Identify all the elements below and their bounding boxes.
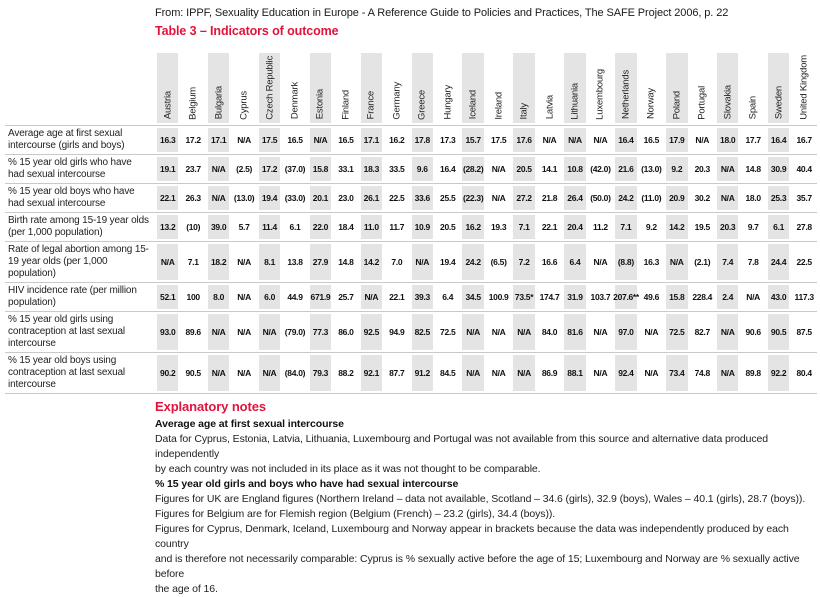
note-text: Data for Cyprus, Estonia, Latvia, Lithuania, Luxembourg and Portugal was not available from this source and alternative data produced independently (155, 432, 768, 460)
table-cell: 14.8 (740, 154, 765, 183)
table-cell: 117.3 (791, 282, 817, 311)
table-row (5, 241, 817, 282)
table-cell: N/A (460, 311, 485, 352)
table-cell: 97.0 (613, 311, 638, 352)
table-row (5, 154, 817, 183)
table-cell: 21.8 (537, 183, 562, 212)
table-row (5, 212, 817, 241)
table-cell: N/A (715, 352, 740, 393)
table-cell: 20.5 (511, 154, 536, 183)
table-cell: 86.9 (537, 352, 562, 393)
table-cell: (11.0) (639, 183, 664, 212)
column-header (562, 51, 587, 125)
table-cell: 18.3 (359, 154, 384, 183)
table-cell: 23.0 (333, 183, 358, 212)
table-cell: 81.6 (562, 311, 587, 352)
column-header-label: Italy (518, 103, 530, 120)
column-header (384, 51, 409, 125)
table-cell: 17.3 (435, 125, 460, 154)
column-header-label: Norway (645, 88, 657, 120)
note-text: the age of 16. (155, 582, 218, 595)
column-header (155, 51, 180, 125)
table-cell: 87.7 (384, 352, 409, 393)
table-cell: N/A (231, 125, 256, 154)
column-header-label: Spain (747, 96, 759, 120)
table-cell: 11.2 (588, 212, 613, 241)
column-header (359, 51, 384, 125)
table-cell: 17.2 (180, 125, 205, 154)
table-cell: 90.5 (180, 352, 205, 393)
table-cell: 92.5 (359, 311, 384, 352)
table-cell: N/A (511, 311, 536, 352)
table-cell: 14.1 (537, 154, 562, 183)
column-header-label: Germany (391, 81, 403, 120)
note-text: Figures for Cyprus, Denmark, Iceland, Luxembourg and Norway appear in brackets because the data was independently produced by each country (155, 522, 789, 550)
table-cell: 34.5 (460, 282, 485, 311)
table-cell: 22.1 (537, 212, 562, 241)
table-cell: 15.7 (460, 125, 485, 154)
table-cell: 5.7 (231, 212, 256, 241)
table-cell: 18.0 (715, 125, 740, 154)
table-cell: 15.8 (664, 282, 689, 311)
table-cell: 25.3 (766, 183, 791, 212)
table-cell: 16.5 (639, 125, 664, 154)
note-subheading: % 15 year old girls and boys who have had sexual intercourse (155, 477, 459, 490)
table-cell: 73.5* (511, 282, 536, 311)
table-cell: 16.3 (155, 125, 180, 154)
table-cell: N/A (715, 154, 740, 183)
table-cell: 94.9 (384, 311, 409, 352)
table-cell: N/A (206, 183, 231, 212)
table-cell: N/A (155, 241, 180, 282)
table-cell: 20.1 (308, 183, 333, 212)
table-cell: 27.8 (791, 212, 817, 241)
table-cell: 88.1 (562, 352, 587, 393)
table-cell: (33.0) (282, 183, 307, 212)
table-cell: N/A (231, 241, 256, 282)
table-cell: N/A (588, 311, 613, 352)
table-cell: 39.0 (206, 212, 231, 241)
table-cell: 90.2 (155, 352, 180, 393)
table-cell: 20.3 (715, 212, 740, 241)
table-cell: (2.1) (690, 241, 715, 282)
table-cell: 80.4 (791, 352, 817, 393)
table-cell: 16.3 (639, 241, 664, 282)
column-header-label: Austria (162, 91, 174, 120)
table-cell: 16.7 (791, 125, 817, 154)
table-cell: N/A (588, 352, 613, 393)
table-cell: 49.6 (639, 282, 664, 311)
table-cell: 92.2 (766, 352, 791, 393)
table-cell: 89.6 (180, 311, 205, 352)
column-header (766, 51, 791, 125)
table-cell: 9.2 (664, 154, 689, 183)
table-cell: 22.5 (791, 241, 817, 282)
column-header-label: Latvia (544, 95, 556, 120)
column-header-label: Lithuania (569, 82, 581, 120)
table-cell: 23.7 (180, 154, 205, 183)
table-cell: 20.5 (435, 212, 460, 241)
table-cell: 17.1 (359, 125, 384, 154)
table-cell: 11.7 (384, 212, 409, 241)
table-cell: 16.4 (435, 154, 460, 183)
column-header-label: Greece (416, 89, 428, 120)
table-cell: N/A (359, 282, 384, 311)
notes-heading: Explanatory notes (155, 398, 266, 414)
table-cell: 13.2 (155, 212, 180, 241)
table-cell: N/A (486, 311, 511, 352)
table-cell: 27.2 (511, 183, 536, 212)
table-cell: (50.0) (588, 183, 613, 212)
table-cell: 73.4 (664, 352, 689, 393)
table-cell: (6.5) (486, 241, 511, 282)
column-header-label: Iceland (467, 90, 479, 120)
table-cell: 26.3 (180, 183, 205, 212)
column-header (435, 51, 460, 125)
table-cell: 35.7 (791, 183, 817, 212)
table-cell: (37.0) (282, 154, 307, 183)
table-cell: 77.3 (308, 311, 333, 352)
table-cell: 22.1 (384, 282, 409, 311)
table-cell: 11.0 (359, 212, 384, 241)
column-header-label: Belgium (187, 86, 199, 120)
table-cell: 19.1 (155, 154, 180, 183)
table-cell: 9.7 (740, 212, 765, 241)
table-cell: 82.7 (690, 311, 715, 352)
table-header (5, 51, 817, 125)
column-header (537, 51, 562, 125)
table-cell: N/A (486, 183, 511, 212)
table-cell: 17.6 (511, 125, 536, 154)
table-cell: N/A (588, 241, 613, 282)
note-text: and is therefore not necessarily comparable: Cyprus is % sexually active before the age of 15; Luxembourg and Norway are % sexually active before (155, 552, 800, 580)
notes-lines (155, 417, 814, 597)
table-cell: N/A (537, 125, 562, 154)
table-cell: (84.0) (282, 352, 307, 393)
table-cell: 7.0 (384, 241, 409, 282)
table-row (5, 125, 817, 154)
table-cell: 52.1 (155, 282, 180, 311)
table-cell: 19.4 (257, 183, 282, 212)
table-cell: 7.2 (511, 241, 536, 282)
table-cell: 31.9 (562, 282, 587, 311)
column-header (460, 51, 485, 125)
column-header-label: Sweden (773, 86, 785, 120)
column-header (511, 51, 536, 125)
row-label: % 15 year old girls using contraception at last sexual intercourse (5, 311, 155, 352)
table-cell: 72.5 (664, 311, 689, 352)
table-cell: 7.1 (511, 212, 536, 241)
column-header (308, 51, 333, 125)
table-body (5, 125, 817, 393)
table-cell: 15.8 (308, 154, 333, 183)
table-cell: 22.1 (155, 183, 180, 212)
table-cell: 72.5 (435, 311, 460, 352)
table-cell: N/A (690, 125, 715, 154)
table-cell: 40.4 (791, 154, 817, 183)
table-cell: 17.8 (410, 125, 435, 154)
column-header-label: Luxembourg (594, 68, 606, 120)
table-cell: 9.2 (639, 212, 664, 241)
note-text: Figures for Belgium are for Flemish region (Belgium (French) – 23.2 (girls), 34.4 (boys)). (155, 507, 556, 520)
table-cell: N/A (206, 352, 231, 393)
column-header (486, 51, 511, 125)
table-cell: 39.3 (410, 282, 435, 311)
table-cell: 16.5 (282, 125, 307, 154)
column-header-label: Czech Republic (264, 55, 276, 120)
column-header (740, 51, 765, 125)
column-header-label: Estonia (314, 89, 326, 120)
table-cell: 22.5 (384, 183, 409, 212)
column-header-label: Bulgaria (213, 86, 225, 120)
table-cell: 19.3 (486, 212, 511, 241)
column-header (588, 51, 613, 125)
table-cell: N/A (206, 154, 231, 183)
page (0, 7, 820, 597)
table-cell: 84.5 (435, 352, 460, 393)
table-cell: 86.0 (333, 311, 358, 352)
table-cell: 87.5 (791, 311, 817, 352)
table-cell: 6.4 (435, 282, 460, 311)
table-cell: N/A (664, 241, 689, 282)
table-cell: 22.0 (308, 212, 333, 241)
table-cell: 17.2 (257, 154, 282, 183)
column-header (410, 51, 435, 125)
table-cell: 16.2 (384, 125, 409, 154)
table-cell: (79.0) (282, 311, 307, 352)
table-cell: N/A (231, 311, 256, 352)
table-cell: (8.8) (613, 241, 638, 282)
column-header (715, 51, 740, 125)
table-cell: 8.1 (257, 241, 282, 282)
table-cell: N/A (562, 125, 587, 154)
table-cell: 24.2 (613, 183, 638, 212)
table-cell: 30.9 (766, 154, 791, 183)
column-header (639, 51, 664, 125)
table-cell: 671.9 (308, 282, 333, 311)
table-cell: 79.3 (308, 352, 333, 393)
notes-section (155, 399, 814, 597)
table-cell: N/A (715, 311, 740, 352)
column-header (664, 51, 689, 125)
table-cell: 2.4 (715, 282, 740, 311)
table-cell: N/A (588, 125, 613, 154)
table-cell: 14.2 (359, 241, 384, 282)
corner-cell (5, 51, 155, 125)
column-header-label: Slovakia (722, 85, 734, 120)
table-cell: 18.0 (740, 183, 765, 212)
column-header (613, 51, 638, 125)
table-cell: 20.4 (562, 212, 587, 241)
table-cell: N/A (257, 352, 282, 393)
table-cell: 16.4 (766, 125, 791, 154)
table-cell: 74.8 (690, 352, 715, 393)
table-cell: N/A (715, 183, 740, 212)
column-header-label: Finland (340, 89, 352, 120)
table-cell: (28.2) (460, 154, 485, 183)
table-cell: 6.4 (562, 241, 587, 282)
table-cell: 6.1 (766, 212, 791, 241)
table-cell: N/A (639, 311, 664, 352)
table-cell: 25.5 (435, 183, 460, 212)
table-cell: N/A (460, 352, 485, 393)
table-cell: (13.0) (231, 183, 256, 212)
table-cell: N/A (511, 352, 536, 393)
row-label: % 15 year old girls who have had sexual intercourse (5, 154, 155, 183)
table-cell: 82.5 (410, 311, 435, 352)
table-cell: 91.2 (410, 352, 435, 393)
table-cell: 24.2 (460, 241, 485, 282)
column-header-label: United Kingdom (798, 54, 810, 120)
table-cell: N/A (486, 154, 511, 183)
table-cell: 26.4 (562, 183, 587, 212)
table-cell: 13.8 (282, 241, 307, 282)
table-cell: N/A (639, 352, 664, 393)
table-cell: 84.0 (537, 311, 562, 352)
row-label: Average age at first sexual intercourse (girls and boys) (5, 125, 155, 154)
table-cell: N/A (231, 282, 256, 311)
table-cell: (10) (180, 212, 205, 241)
row-label: Birth rate among 15-19 year olds (per 1,000 population) (5, 212, 155, 241)
table-cell: 16.2 (460, 212, 485, 241)
table-cell: (22.3) (460, 183, 485, 212)
table-row (5, 352, 817, 393)
column-header-label: Ireland (493, 91, 505, 120)
row-label: % 15 year old boys who have had sexual intercourse (5, 183, 155, 212)
column-header-label: France (365, 91, 377, 120)
table-cell: 100 (180, 282, 205, 311)
table-cell: 20.3 (690, 154, 715, 183)
table-cell: 17.5 (486, 125, 511, 154)
table-cell: 14.8 (333, 241, 358, 282)
table-cell: 17.7 (740, 125, 765, 154)
column-header-label: Hungary (442, 84, 454, 120)
table-cell: 17.9 (664, 125, 689, 154)
table-cell: 43.0 (766, 282, 791, 311)
table-cell: (13.0) (639, 154, 664, 183)
table-cell: 16.4 (613, 125, 638, 154)
table-cell: 10.8 (562, 154, 587, 183)
table-cell: 228.4 (690, 282, 715, 311)
table-cell: 33.5 (384, 154, 409, 183)
table-cell: 103.7 (588, 282, 613, 311)
table-cell: N/A (231, 352, 256, 393)
table-cell: 27.9 (308, 241, 333, 282)
table-cell: 7.4 (715, 241, 740, 282)
table-cell: N/A (740, 282, 765, 311)
table-cell: 17.1 (206, 125, 231, 154)
table-cell: 8.0 (206, 282, 231, 311)
row-label: % 15 year old boys using contraception at last sexual intercourse (5, 352, 155, 393)
column-header (791, 51, 817, 125)
table-cell: 30.2 (690, 183, 715, 212)
table-cell: 18.4 (333, 212, 358, 241)
table-cell: 18.2 (206, 241, 231, 282)
table-cell: 25.7 (333, 282, 358, 311)
table-cell: 92.4 (613, 352, 638, 393)
table-cell: 207.6** (613, 282, 638, 311)
table-cell: 89.8 (740, 352, 765, 393)
table-cell: 90.5 (766, 311, 791, 352)
table-cell: 10.9 (410, 212, 435, 241)
table-cell: 19.5 (690, 212, 715, 241)
table-row (5, 311, 817, 352)
note-subheading: Average age at first sexual intercourse (155, 417, 344, 430)
source-line: From: IPPF, Sexuality Education in Europe - A Reference Guide to Policies and Practices, The SAFE Project 2006, p. 22 (155, 7, 729, 19)
note-text: Figures for UK are England figures (Northern Ireland – data not available, Scotland – 34.6 (girls), 32.9 (boys), Wales – 40.1 (girls), 28.7 (boys)). (155, 492, 806, 505)
table-row (5, 282, 817, 311)
column-header (257, 51, 282, 125)
table-cell: 6.0 (257, 282, 282, 311)
table-cell: 100.9 (486, 282, 511, 311)
column-header-label: Poland (671, 91, 683, 120)
table-cell: 21.6 (613, 154, 638, 183)
indicators-table (5, 51, 817, 394)
note-text: by each country was not included in its place as it was not thought to be comparable. (155, 462, 541, 475)
table-cell: 7.1 (613, 212, 638, 241)
header-row (5, 51, 817, 125)
table-cell: N/A (410, 241, 435, 282)
row-label: HIV incidence rate (per million population) (5, 282, 155, 311)
table-cell: (2.5) (231, 154, 256, 183)
table-title: Table 3 – Indicators of outcome (155, 24, 339, 38)
table-cell: (42.0) (588, 154, 613, 183)
column-header-label: Denmark (289, 82, 301, 120)
table-cell: 88.2 (333, 352, 358, 393)
table-row (5, 183, 817, 212)
table-cell: N/A (486, 352, 511, 393)
table-cell: N/A (206, 311, 231, 352)
column-header-label: Portugal (696, 85, 708, 120)
column-header (690, 51, 715, 125)
table-cell: 16.5 (333, 125, 358, 154)
table-cell: 11.4 (257, 212, 282, 241)
table-cell: 24.4 (766, 241, 791, 282)
row-label: Rate of legal abortion among 15-19 year olds (per 1,000 population) (5, 241, 155, 282)
table-cell: N/A (308, 125, 333, 154)
column-header-label: Cyprus (238, 90, 250, 120)
table-cell: 19.4 (435, 241, 460, 282)
table-cell: 33.1 (333, 154, 358, 183)
table-cell: 20.9 (664, 183, 689, 212)
table-cell: N/A (257, 311, 282, 352)
table-cell: 7.1 (180, 241, 205, 282)
column-header (231, 51, 256, 125)
column-header (206, 51, 231, 125)
table-cell: 6.1 (282, 212, 307, 241)
table-cell: 93.0 (155, 311, 180, 352)
table-cell: 174.7 (537, 282, 562, 311)
column-header (282, 51, 307, 125)
table-cell: 17.5 (257, 125, 282, 154)
table-cell: 33.6 (410, 183, 435, 212)
table-cell: 7.8 (740, 241, 765, 282)
table-cell: 44.9 (282, 282, 307, 311)
table-cell: 14.2 (664, 212, 689, 241)
table-cell: 9.6 (410, 154, 435, 183)
table-cell: 90.6 (740, 311, 765, 352)
table-cell: 26.1 (359, 183, 384, 212)
table-cell: 92.1 (359, 352, 384, 393)
column-header-label: Netherlands (620, 70, 632, 120)
table-cell: 16.6 (537, 241, 562, 282)
column-header (180, 51, 205, 125)
column-header (333, 51, 358, 125)
